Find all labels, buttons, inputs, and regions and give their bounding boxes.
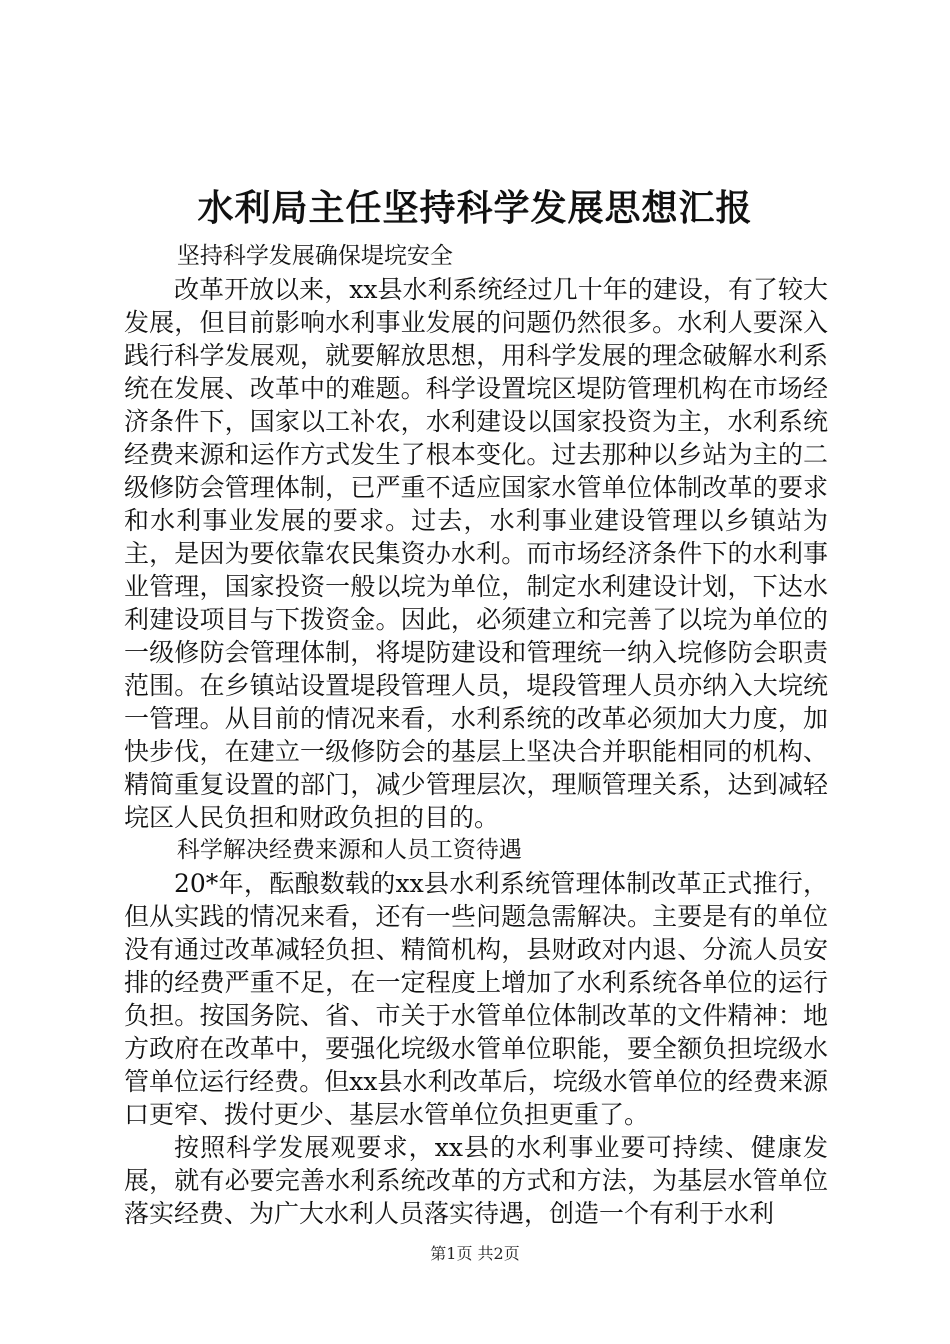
section-1-paragraph-1: 改革开放以来，xx县水利系统经过几十年的建设，有了较大发展，但目前影响水利事业发展的问题仍然很多。水利人要深入践行科学发展观，就要解放思想，用科学发展的理念破解水利系统在发展、改革中的难题。科学设置垸区堤防管理机构在市场经济条件下，国家以工补农，水利建设以国家投资为主，水利系统经费来源和运作方式发生了根本变化。过去那种以乡站为主的二级修防会管理体制，已严重不适应国家水管单位体制改革的要求和水利事业发展的要求。过去，水利事业建设管理以乡镇站为主，是因为要依靠农民集资办水利。而市场经济条件下的水利事业管理，国家投资一般以垸为单位，制定水利建设计划，下达水利建设项目与下拨资金。因此，必须建立和完善了以垸为单位的一级修防会管理体制，将堤防建设和管理统一纳入垸修防会职责范围。在乡镇站设置堤段管理人员，堤段管理人员亦纳入大垸统一管理。从目前的情况来看，水利系统的改革必须加大力度，加快步伐，在建立一级修防会的基层上坚决合并职能相同的机构、精简重复设置的部门，减少管理层次，理顺管理关系，达到减轻垸区人民负担和财政负担的目的。 <box>124 275 828 832</box>
section-2-paragraph-2: 按照科学发展观要求，xx县的水利事业要可持续、健康发展，就有必要完善水利系统改革的方式和方法，为基层水管单位落实经费、为广大水利人员落实待遇，创造一个有利于水利 <box>124 1133 828 1228</box>
section-2-paragraph-1: 20*年，酝酿数载的xx县水利系统管理体制改革正式推行，但从实践的情况来看，还有一些问题急需解决。主要是有的单位没有通过改革减轻负担、精简机构，县财政对内退、分流人员安排的经费严重不足，在一定程度上增加了水利系统各单位的运行负担。按国务院、省、市关于水管单位体制改革的文件精神：地方政府在改革中，要强化垸级水管单位职能，要全额负担垸级水管单位运行经费。但xx县水利改革后，垸级水管单位的经费来源口更窄、拨付更少、基层水管单位负担更重了。 <box>124 869 828 1129</box>
page-footer: 第1页 共2页 <box>430 1244 520 1263</box>
document-body <box>124 240 828 1230</box>
document-title: 水利局主任坚持科学发展思想汇报 <box>197 187 753 229</box>
section-heading-1: 坚持科学发展确保堤垸安全 <box>176 243 453 269</box>
section-heading-2: 科学解决经费来源和人员工资待遇 <box>176 837 522 863</box>
